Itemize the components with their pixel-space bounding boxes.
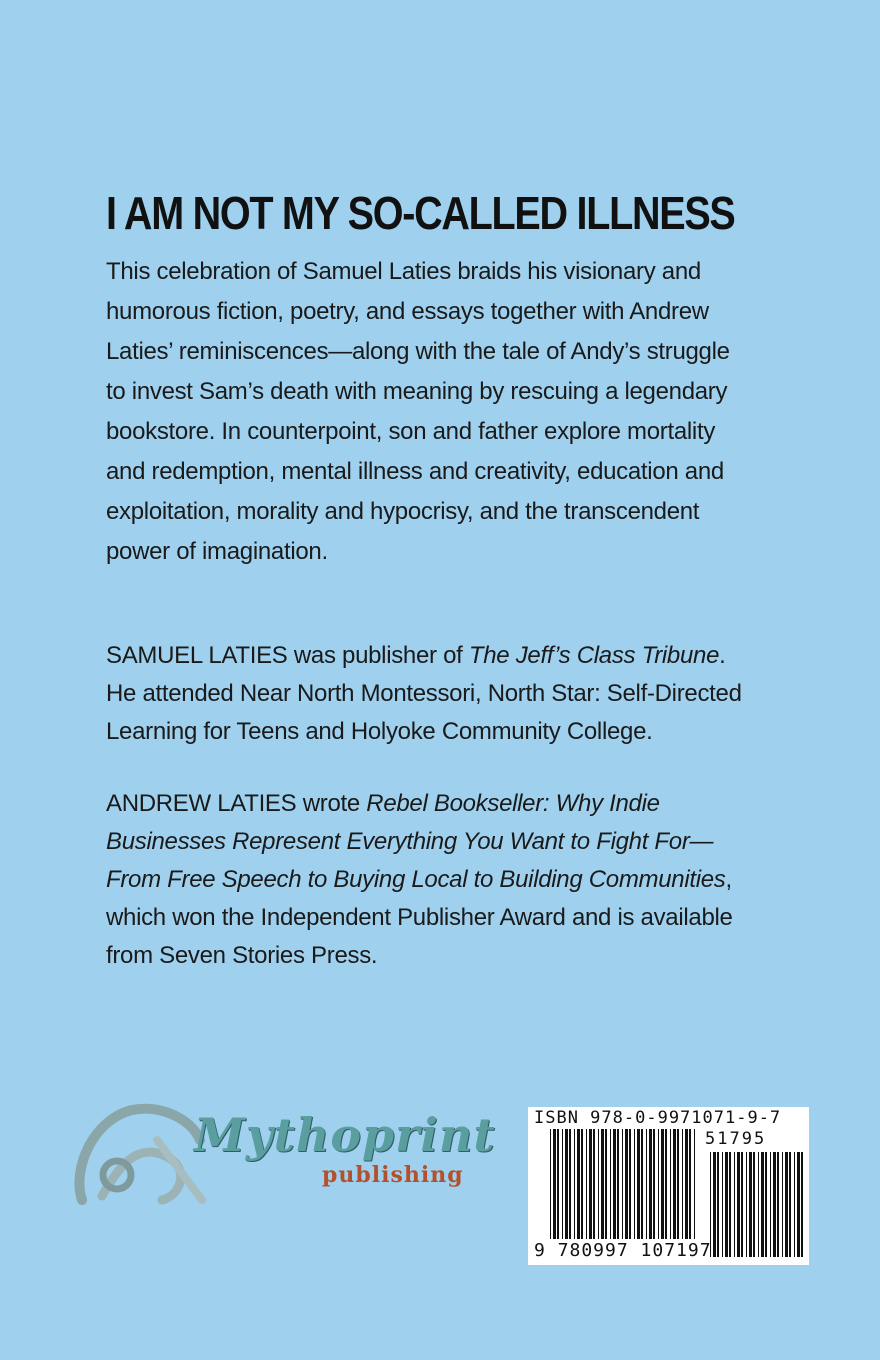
publisher-logo — [62, 1100, 512, 1210]
barcode-bar — [753, 1152, 755, 1257]
barcode-bar — [713, 1152, 716, 1257]
barcode-bar — [593, 1129, 595, 1239]
barcode-bar — [589, 1129, 592, 1239]
barcode-bar — [613, 1129, 616, 1239]
barcode-bar — [565, 1129, 568, 1239]
book-blurb — [106, 252, 746, 572]
barcode-bar — [581, 1129, 583, 1239]
bio-samuel-text-after: . He attended Near North Montessori, North Star: Self-Directed Learning for Teens and Holyoke Community College. — [106, 642, 742, 745]
barcode-bar — [729, 1152, 731, 1257]
barcode-bar — [794, 1152, 795, 1257]
author-bio-samuel — [106, 637, 756, 751]
mythoprint-logo-icon — [62, 1100, 212, 1210]
barcode-bar — [553, 1129, 556, 1239]
barcode-addon-number: 51795 — [705, 1129, 767, 1149]
barcode-bar — [685, 1129, 688, 1239]
barcode-bar — [617, 1129, 619, 1239]
bio-samuel-publication: The Jeff’s Class Tribune — [468, 642, 720, 669]
barcode-bar — [722, 1152, 723, 1257]
barcode-bar — [569, 1129, 571, 1239]
barcode-bar — [773, 1152, 776, 1257]
isbn-label: ISBN 978-0-9971071-9-7 — [534, 1108, 782, 1128]
author-name-andrew: ANDREW LATIES — [106, 790, 297, 817]
blurb-text: This celebration of Samuel Laties braids his visionary and humorous fiction, poetry, and essays together with Andrew Laties’ reminiscences—along with the tale of Andy’s struggle to invest Sam’s death with meaning by rescuing a legendary bookstore. In counterpoint, son and father explore mortality and redemption, mental illness and creativity, education and exploitation, morality and hypocrisy, and the transcendent power of imagination. — [106, 258, 730, 565]
book-title: I AM NOT MY SO-CALLED ILLNESS — [106, 187, 735, 239]
author-bio-andrew — [106, 785, 756, 975]
barcode-bar — [689, 1129, 691, 1239]
barcode-bar — [661, 1129, 664, 1239]
barcode-bar — [622, 1129, 623, 1239]
barcode-bar — [765, 1152, 767, 1257]
barcode-ean-number: 9 780997 107197 — [534, 1240, 712, 1261]
bio-samuel-text-before: was publisher of — [287, 642, 469, 669]
barcode-bar — [734, 1152, 735, 1257]
barcode-bar — [801, 1152, 803, 1257]
barcode-bar — [682, 1129, 683, 1239]
barcode-bar — [653, 1129, 655, 1239]
barcode-bar — [770, 1152, 771, 1257]
barcode-bar — [694, 1129, 695, 1239]
barcode-bar — [785, 1152, 788, 1257]
barcode-bar — [598, 1129, 599, 1239]
barcode-bar — [797, 1152, 800, 1257]
barcode-bar — [605, 1129, 607, 1239]
barcode-bar — [673, 1129, 676, 1239]
barcode-bar — [550, 1129, 551, 1239]
barcode-bar — [789, 1152, 791, 1257]
barcode-bar — [746, 1152, 747, 1257]
barcode-bar — [761, 1152, 764, 1257]
barcode-bar — [665, 1129, 667, 1239]
barcode-bar — [601, 1129, 604, 1239]
bio-andrew-text-before: wrote — [296, 790, 367, 817]
barcode-bar — [758, 1152, 759, 1257]
barcode-bar — [557, 1129, 559, 1239]
barcode-bar — [634, 1129, 635, 1239]
barcode-bar — [646, 1129, 647, 1239]
barcode-bar — [629, 1129, 631, 1239]
barcode-bar — [649, 1129, 652, 1239]
barcode-bar — [625, 1129, 628, 1239]
barcode-bar — [741, 1152, 743, 1257]
isbn-barcode — [528, 1107, 809, 1265]
barcode-bar — [586, 1129, 587, 1239]
barcode-bar — [658, 1129, 659, 1239]
barcode-bar — [670, 1129, 671, 1239]
barcode-bar — [725, 1152, 728, 1257]
bio-andrew-book: Rebel Bookseller: Why Indie Businesses Represent Everything You Want to Fight For—From Free Speech to Buying Local to Building Communities — [106, 790, 726, 893]
author-name-samuel: SAMUEL LATIES — [106, 642, 288, 669]
publisher-name: Mythoprint — [194, 1108, 496, 1162]
barcode-bar — [610, 1129, 611, 1239]
barcode-bar — [677, 1129, 679, 1239]
barcode-bar — [574, 1129, 575, 1239]
barcode-bar — [737, 1152, 740, 1257]
barcode-bar — [577, 1129, 580, 1239]
publisher-subtitle: publishing — [322, 1162, 464, 1188]
bio-andrew-text-after: , which won the Independent Publisher Award and is available from Seven Stories Press. — [106, 866, 733, 969]
barcode-bar — [717, 1152, 719, 1257]
barcode-bar — [637, 1129, 640, 1239]
barcode-bar — [641, 1129, 643, 1239]
barcode-bar — [777, 1152, 779, 1257]
barcode-bar — [782, 1152, 783, 1257]
barcode-bar — [562, 1129, 563, 1239]
barcode-bar — [749, 1152, 752, 1257]
